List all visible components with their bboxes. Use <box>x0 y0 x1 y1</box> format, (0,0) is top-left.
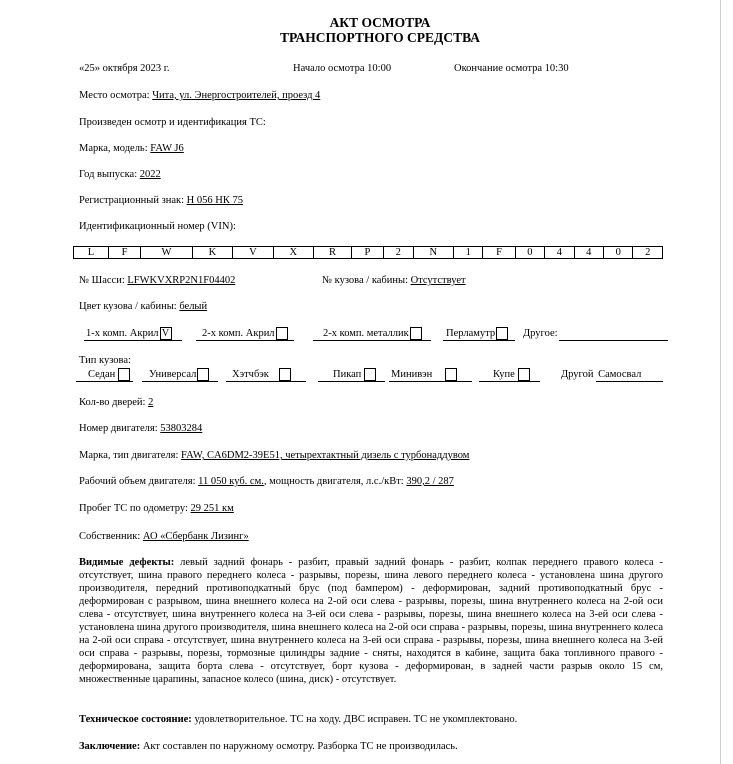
body-type-sedan-label: Седан <box>88 369 116 380</box>
paint-acryl1-checkbox[interactable]: V <box>160 327 172 340</box>
brand-value: FAW J6 <box>150 143 184 154</box>
engine-type-row <box>79 449 469 462</box>
body-type-coupe-underline <box>479 381 540 382</box>
tech-state-row <box>79 713 517 726</box>
body-type-label: Тип кузова: <box>79 355 131 366</box>
brand-row <box>79 142 184 155</box>
doors-row <box>79 396 153 409</box>
body-type-hatchback-checkbox[interactable] <box>279 368 291 381</box>
vin-cell: X <box>273 247 313 259</box>
vin-cell: 4 <box>545 247 574 259</box>
vin-row <box>74 247 663 259</box>
engine-number-row <box>79 422 202 435</box>
body-type-pickup-label: Пикап <box>333 369 362 380</box>
doors-value: 2 <box>148 397 154 408</box>
doc-title-line2: ТРАНСПОРТНОГО СРЕДСТВА <box>279 30 480 45</box>
body-type-coupe-checkbox[interactable] <box>518 368 530 381</box>
body-number-value: Отсутствует <box>410 275 466 286</box>
tech-state-label: Техническое состояние: <box>79 714 192 725</box>
body-type-minivan-label: Минивэн <box>391 369 433 380</box>
conclusion-text: Акт составлен по наружному осмотру. Разборка ТС не производилась. <box>142 741 458 752</box>
year-row <box>79 168 161 181</box>
vin-cell: 1 <box>454 247 483 259</box>
body-type-other <box>561 368 641 381</box>
brand-label: Марка, модель: <box>79 143 148 154</box>
page-edge <box>720 0 721 764</box>
paint-pearl-checkbox[interactable] <box>496 327 508 340</box>
paint-acryl2-checkbox[interactable] <box>276 327 288 340</box>
vin-cell: N <box>413 247 453 259</box>
power-label: , мощность двигателя, л.с./кВт: <box>263 476 404 487</box>
body-type-universal-checkbox[interactable] <box>197 368 209 381</box>
owner-value: АО «Сбербанк Лизинг» <box>142 531 249 542</box>
chassis-label: № Шасси: <box>79 275 125 286</box>
engine-number-value: 53803284 <box>160 423 203 434</box>
vin-cell: K <box>192 247 232 259</box>
body-type-pickup-checkbox[interactable] <box>364 368 376 381</box>
inspection-start: Начало осмотра 10:00 <box>293 63 392 74</box>
body-type-other-label: Другой <box>561 369 594 380</box>
body-type-coupe <box>493 368 530 381</box>
paint-metallic-underline <box>313 340 431 341</box>
body-type-sedan-checkbox[interactable] <box>118 368 130 381</box>
reg-value: Н 056 НК 75 <box>186 195 243 206</box>
body-type-other-value: Самосвал <box>598 369 642 380</box>
year-value: 2022 <box>139 169 161 180</box>
body-type-hatchback-label: Хэтчбэк <box>232 369 269 380</box>
power-value: 390,2 / 287 <box>406 476 454 487</box>
doc-title-line1: АКТ ОСМОТРА <box>329 15 431 30</box>
chassis-value: LFWKVXRP2N1F04402 <box>127 275 236 286</box>
paint-metallic-label: 2-х комп. металлик <box>323 328 409 339</box>
vin-cell: 0 <box>515 247 544 259</box>
paint-acryl2-label: 2-х комп. Акрил <box>202 328 275 339</box>
engine-number-label: Номер двигателя: <box>79 423 158 434</box>
body-type-pickup <box>333 368 376 381</box>
color-value: белый <box>179 301 208 312</box>
doors-label: Кол-во дверей: <box>79 397 146 408</box>
body-number-row <box>322 274 466 287</box>
engine-type-value: FAW, CA6DM2-39E51, четырехтактный дизель с турбонаддувом <box>181 450 470 461</box>
paint-acryl2-underline <box>196 340 294 341</box>
vin-cell: 0 <box>603 247 632 259</box>
place-row <box>79 89 320 102</box>
vin-cell: 2 <box>633 247 663 259</box>
vin-cell: F <box>108 247 140 259</box>
paint-metallic-checkbox[interactable] <box>410 327 422 340</box>
defects-text: левый задний фонарь - разбит, правый задний фонарь - разбит, колпак переднего правого колеса - отсутствует, шина правого переднего колеса - разрывы, порезы, шина левого переднего колеса - установлена шина другого производителя, передний противоподкатный брус (под бампером) - деформирован, задний противоподкатный брус - деформирован с разрывом, шина внешнего колеса на 2-ой оси слева - разрывы, порезы, шина внутреннего колеса на 2-ой оси слева - отсутствует, шина внутреннего колеса на 3-ей оси слева - разрывы, порезы, шина внешнего колеса на 3-ей оси слева - установлена шина другого производителя, шина внешнего колеса на 2-ой оси справа - разрывы, порезы, шина внутреннего колеса на 2-ой оси справа - отсутствует, шина внутреннего колеса на 3-ей оси справа - разрывы, порезы, шина внешнего колеса на 3-ей оси справа - разрывы, порезы, тормозные цилиндры задние - сняты, находятся в кабине, защита бака топливного правого - деформирована, защита борта слева - отсутствует, борт кузова - деформирован, в задней части разрыв около 15 см, множественные царапины, запасное колесо (шина, диск) - отсутствует. <box>79 557 664 685</box>
tech-state-text: удовлетворительное. ТС на ходу. ДВС исправен. ТС не укомплектовано. <box>194 714 518 725</box>
owner-row <box>79 530 249 543</box>
defects-label: Видимые дефекты: <box>79 557 175 568</box>
conclusion-row <box>79 740 458 753</box>
paint-acryl2 <box>202 327 288 340</box>
paint-acryl1-label: 1-х комп. Акрил <box>86 328 159 339</box>
body-type-other-underline <box>596 381 663 382</box>
vin-cell: L <box>74 247 109 259</box>
conclusion-label: Заключение: <box>79 741 141 752</box>
body-type-universal <box>149 368 209 381</box>
vin-cell: W <box>141 247 192 259</box>
paint-other-field[interactable] <box>559 340 668 341</box>
body-type-sedan <box>88 368 130 381</box>
body-type-sedan-underline <box>76 381 133 382</box>
body-number-label: № кузова / кабины: <box>322 275 408 286</box>
vin-cell: V <box>233 247 273 259</box>
place-value: Чита, ул. Энергостроителей, проезд 4 <box>152 90 321 101</box>
paint-other-label: Другое: <box>523 328 558 339</box>
paint-acryl1-underline <box>84 340 182 341</box>
engine-volume-row <box>79 475 454 488</box>
defects-paragraph <box>79 556 663 686</box>
mileage-row <box>79 502 234 515</box>
reg-label: Регистрационный знак: <box>79 195 185 206</box>
paint-metallic <box>323 327 422 340</box>
body-type-pickup-underline <box>318 381 385 382</box>
inspection-end: Окончание осмотра 10:30 <box>454 63 569 74</box>
vin-cell: F <box>483 247 515 259</box>
vin-cell: 2 <box>384 247 413 259</box>
color-row <box>79 300 207 313</box>
paint-pearl-underline <box>443 340 515 341</box>
body-type-minivan-underline <box>389 381 472 382</box>
year-label: Год выпуска: <box>79 169 138 180</box>
chassis-row <box>79 274 235 287</box>
mileage-value: 29 251 км <box>190 503 234 514</box>
vin-cell: R <box>314 247 352 259</box>
body-type-coupe-label: Купе <box>493 369 515 380</box>
reg-row <box>79 194 243 207</box>
mileage-label: Пробег ТС по одометру: <box>79 503 188 514</box>
vin-table <box>73 246 663 259</box>
paint-pearl-label: Перламутр <box>446 328 496 339</box>
paint-pearl <box>446 327 508 340</box>
owner-label: Собственник: <box>79 531 141 542</box>
body-type-universal-underline <box>142 381 218 382</box>
vin-cell: 4 <box>574 247 603 259</box>
inspection-date: «25» октября 2023 г. <box>79 63 170 74</box>
engine-type-label: Марка, тип двигателя: <box>79 450 179 461</box>
identification-heading: Произведен осмотр и идентификация ТС: <box>79 117 266 128</box>
body-type-hatchback-underline <box>226 381 306 382</box>
vin-label: Идентификационный номер (VIN): <box>79 221 236 232</box>
volume-value: 11 050 куб. см. <box>198 476 264 487</box>
body-type-universal-label: Универсал <box>149 369 197 380</box>
volume-label: Рабочий объем двигателя: <box>79 476 196 487</box>
paint-acryl1 <box>86 327 172 340</box>
body-type-minivan-checkbox[interactable] <box>445 368 457 381</box>
body-type-minivan <box>391 368 457 381</box>
vin-cell: P <box>351 247 383 259</box>
body-type-hatchback <box>232 368 291 381</box>
place-label: Место осмотра: <box>79 90 150 101</box>
color-label: Цвет кузова / кабины: <box>79 301 177 312</box>
